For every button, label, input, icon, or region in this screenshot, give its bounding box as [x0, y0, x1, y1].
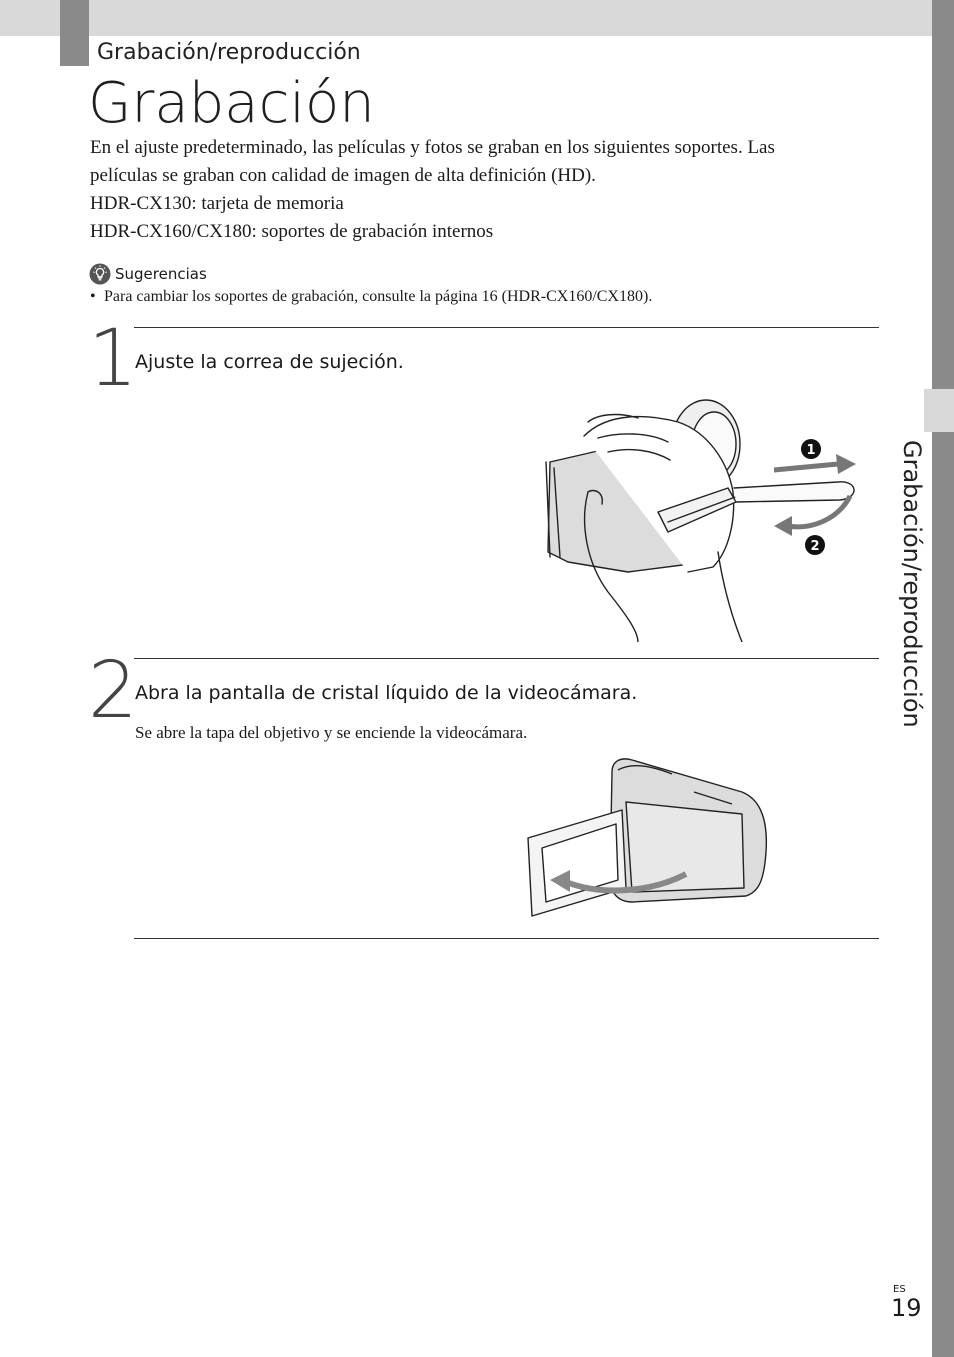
section-label: Grabación/reproducción: [97, 40, 361, 65]
language-code: ES: [893, 1284, 906, 1295]
step-title: Abra la pantalla de cristal líquido de la videocámara.: [135, 682, 638, 704]
bullet: •: [90, 288, 96, 305]
page-number: 19: [891, 1294, 922, 1322]
page-title: Grabación: [88, 71, 375, 136]
intro-line: HDR-CX130: tarjeta de memoria: [90, 193, 344, 214]
header-marker: [60, 0, 89, 66]
intro-paragraph: [90, 134, 870, 246]
step-number: 2: [88, 646, 138, 736]
tip-item: [90, 288, 652, 306]
camcorder-strap-illustration: [538, 392, 878, 642]
intro-line: En el ajuste predeterminado, las películas y fotos se graban en los siguientes soportes. Las: [90, 137, 775, 158]
intro-line: HDR-CX160/CX180: soportes de grabación internos: [90, 221, 494, 242]
step-note: Se abre la tapa del objetivo y se enciende la videocámara.: [135, 723, 528, 742]
step-rule: [134, 327, 879, 328]
tip-text: Para cambiar los soportes de grabación, consulte la página 16 (HDR-CX160/CX180).: [104, 288, 653, 305]
callout-1: 1: [806, 443, 816, 458]
step-rule: [134, 658, 879, 659]
side-tab: [924, 389, 954, 432]
intro-line: películas se graban con calidad de imagen de alta definición (HD).: [90, 165, 596, 186]
step-title: Ajuste la correa de sujeción.: [135, 351, 404, 373]
header-band: [0, 0, 932, 36]
callout-2: 2: [810, 539, 820, 554]
tips-heading-text: Sugerencias: [115, 265, 207, 283]
lightbulb-icon: [89, 263, 111, 285]
side-bar: [932, 0, 954, 1357]
step-rule: [134, 938, 879, 939]
side-section-label: Grabación/reproducción: [898, 440, 926, 728]
tips-heading: [89, 263, 207, 285]
step-number: 1: [88, 314, 138, 404]
camcorder-lcd-illustration: [522, 752, 772, 922]
